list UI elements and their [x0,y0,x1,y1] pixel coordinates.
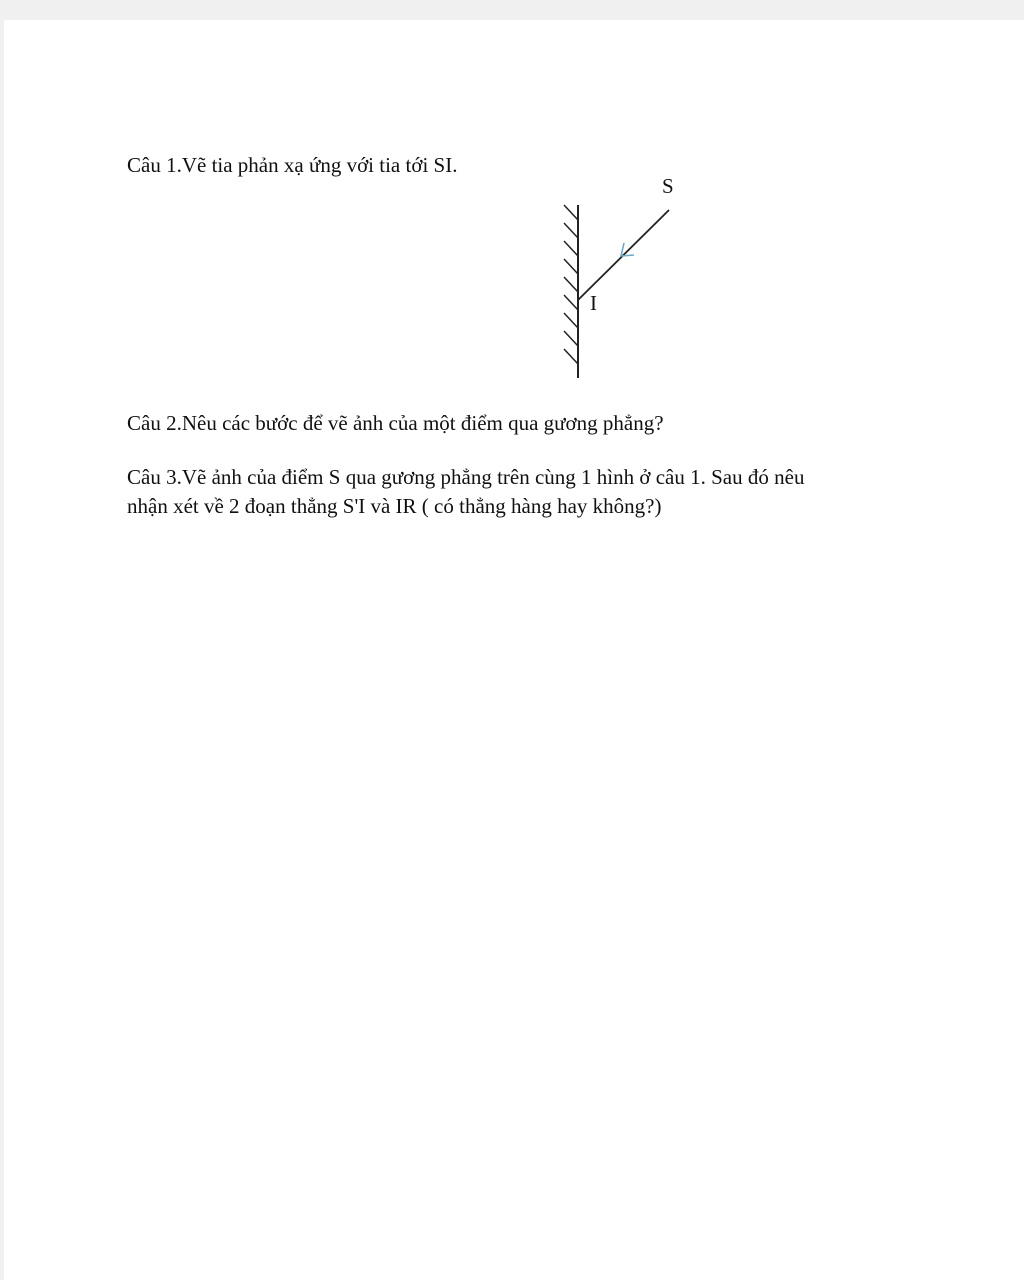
point-i-label: I [590,291,597,315]
question-3-text-line-2: nhận xét về 2 đoạn thẳng S'I và IR ( có thẳng hàng hay không?) [127,494,662,518]
mirror-hatching [564,205,578,364]
incident-ray-arrow [621,243,634,256]
mirror-diagram [544,145,704,390]
question-1-text: Câu 1.Vẽ tia phản xạ ứng với tia tới SI. [127,153,458,177]
incident-ray [578,210,669,300]
document-page [4,20,1024,1280]
question-3-text-line-1: Câu 3.Vẽ ảnh của điểm S qua gương phẳng trên cùng 1 hình ở câu 1. Sau đó nêu [127,465,805,489]
question-2-text: Câu 2.Nêu các bước để vẽ ảnh của một điểm qua gương phẳng? [127,411,664,435]
point-s-label: S [662,174,674,198]
